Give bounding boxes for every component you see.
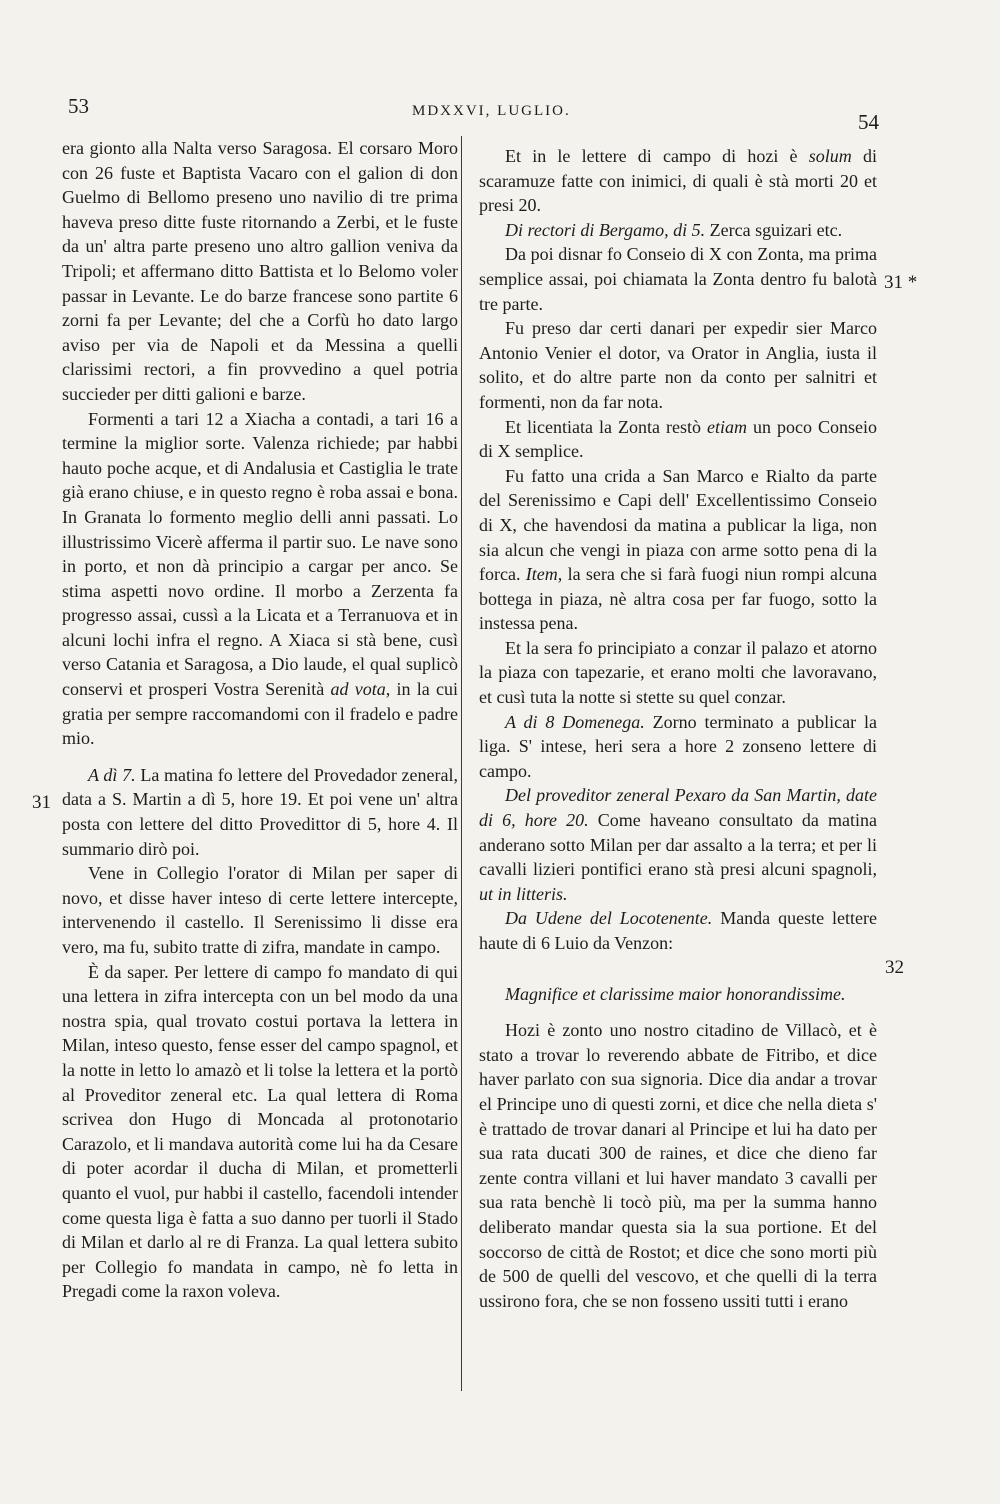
right-paragraph-5: Et licentiata la Zonta restò etiam un poco Conseio di X semplice. xyxy=(479,416,878,462)
running-head: MDXXVI, LUGLIO. xyxy=(412,103,571,119)
right-paragraph-7: Et la sera fo principiato a conzar il palazo et atorno la piaza con tapezarie, et erano molti che lavoravano, et cusì tuta la notte si stette su quel conzar. xyxy=(479,637,877,708)
right-paragraph-8: A di 8 Domenega. Zorno terminato a publicar la liga. S' intese, heri sera a hore 2 zonseno lettere di campo. xyxy=(479,711,878,781)
margin-note-right-32: 32 xyxy=(885,957,904,978)
right-paragraph-6: Fu fatto una crida a San Marco e Rialto da parte del Serenissimo e Capi dell' Excellentissimo Conseio di X, che havendosi da matina a publicar la liga, non sia alcun che vengi in piaza con arme sotto pena di la forca. Item, la sera che si farà fuogi niun rompi alcuna bottega in piaza, nè altra cosa per far fuogo, sotto la instessa pena. xyxy=(479,465,878,634)
letter-salutation: Magnifice et clarissime maior honorandissime. xyxy=(505,983,846,1004)
right-paragraph-9: Del proveditor zeneral Pexaro da San Martin, date di 6, hore 20. Come haveano consultato da matina anderano sotto Milan per dar assalto a la terra; et per li cavalli lizieri pontifici erano stà presi alcuni spagnoli, ut in litteris. xyxy=(479,785,877,904)
right-paragraph-10: Da Udene del Locotenente. Manda queste lettere haute di 6 Luio da Venzon: xyxy=(479,908,877,953)
right-paragraph-1: Et in le lettere di campo di hozi è solum di scaramuze fatte con inimici, di quali è stà morti 20 et presi 20. xyxy=(479,146,878,216)
left-page-number: 53 xyxy=(68,94,89,118)
date-entry-8: A di 8 Domenega. xyxy=(505,711,645,732)
left-paragraph-5: È da saper. Per lettere di campo fo mandato di qui una lettera in zifra intercepta con un bel modo da una nostra spia, qual trovato costui portava la lettera in Milan, inteso questo, fense esser del campo spagnol, et la notte in letto lo amazò et li tolse la lettera et la portò al Proveditor zeneral etc. La qual lettera di Roma scrivea don Hugo di Moncada al protonotario Carazolo, et li mandava autorità come lui ha da Cesare di poter acordar il ducha di Milan, et prometterli quanto el vuol, pur habbi il castello, facendoli intender come questa liga è fatta a suo danno per tuorli il Stado di Milan et darlo al re di Franza. La qual lettera subito per Collegio fo mandata in campo, nè fo letta in Pregadi come la raxon voleva. xyxy=(62,961,458,1302)
left-column xyxy=(62,136,458,1304)
margin-note-left-31: 31 xyxy=(32,792,51,813)
right-paragraph-3: Da poi disnar fo Conseio di X con Zonta, ma prima semplice assai, poi chiamata la Zonta dentro fu balotà tre parte. xyxy=(479,244,877,314)
right-paragraph-4: Fu preso dar certi danari per expedir sier Marco Antonio Venier el dotor, va Orator in Anglia, iusta il solito, et do altre parte non da conto per salnitri et formenti, non da far nota. xyxy=(479,318,877,412)
left-paragraph-2-italic: ad vota, xyxy=(330,679,391,700)
date-entry-7: A dì 7. xyxy=(88,764,136,785)
right-page-number: 54 xyxy=(858,110,879,134)
column-divider xyxy=(461,136,462,1391)
margin-note-right-31: 31 * xyxy=(884,272,918,293)
left-paragraph-3: A dì 7. La matina fo lettere del Provedador zeneral, data a S. Martin a dì 5, hore 19. Et poi vene un' altra posta con lettere del ditto Provedittor di 5, hore 4. Il summario dirò poi. xyxy=(62,764,458,859)
right-paragraph-12: Hozi è zonto uno nostro citadino de Villacò, et è stato a trovar lo reverendo abbate de Fitribo, et dice haver parlato con sua signoria. Dice dia andar a trovar el Principe uno di questi zorni, et dice che nella dieta s' è trattado de trovar danari al Principe et lui ha dato per sua rata ducati 300 de raines, et dice che dieno far zente contra villani et lui haver mandato 3 cavalli per sua rata benchè li tocò più, ma per la summa hanno deliberato mandar questa sia la sua portione. Et del soccorso de città de Rostot; et dice che sono morti più de 500 de quelli del vescovo, et che quelli di la terra ussirono fora, che se non fosseno ussiti tutti i erano xyxy=(479,1020,877,1311)
left-paragraph-4: Vene in Collegio l'orator di Milan per saper di novo, et disse haver inteso di certe lettere intercepte, intervenendo il castello. Il Serenissimo li disse era vero, ma fu, subito tratte di zifra, mandate in campo. xyxy=(62,863,458,957)
left-paragraph-1: era gionto alla Nalta verso Saragosa. El corsaro Moro con 26 fuste et Baptista Vacaro con el galion di don Guelmo di Bellomo preseno uno navilio di tre prima haveva preso ditte fuste ritornando a Zerbi, et le fuste da un' altra parte preseno uno altro gallion veniva da Tripoli; et affermano ditto Battista et lo Belomo voler passar in Levante. Le do barze francese sono partite 6 zorni fa per Levante; del che a Corfù ho dato largo aviso per via de Napoli et da Messina a quelli clarissimi rectori, a fin provvedino a quel potria succieder per ditti galioni e barze. xyxy=(62,138,458,404)
right-column xyxy=(479,144,877,1313)
right-paragraph-2: Di rectori di Bergamo, di 5. Zerca sguizari etc. xyxy=(505,219,843,240)
left-paragraph-2: Formenti a tari 12 a Xiacha a contadi, a tari 16 a termine la miglior sorte. Valenza richiede; par habbi hauto poche acque, et di Andalusia et Castiglia le trate già erano chiuse, e in questo regno è roba assai e bona. In Granata lo formento meglio delli anni passati. Lo illustrissimo Vicerè afferma il partir suo. Le nave sono in porto, et non dà principio a cargar per anco. Se stima aspetti novo ordine. Il morbo a Zerzenta fa progresso assai, cussì a la Licata et a Terranuova et in alcuni lochi infra el regno. A Xiaca si stà bene, cusì verso Catania et Saragosa, a Dio laude, el qual suplicò conservi et prosperi Vostra Serenità ad vota, in la cui gratia per sempre raccomandomi con il fradelo e padre mio. xyxy=(62,408,458,749)
